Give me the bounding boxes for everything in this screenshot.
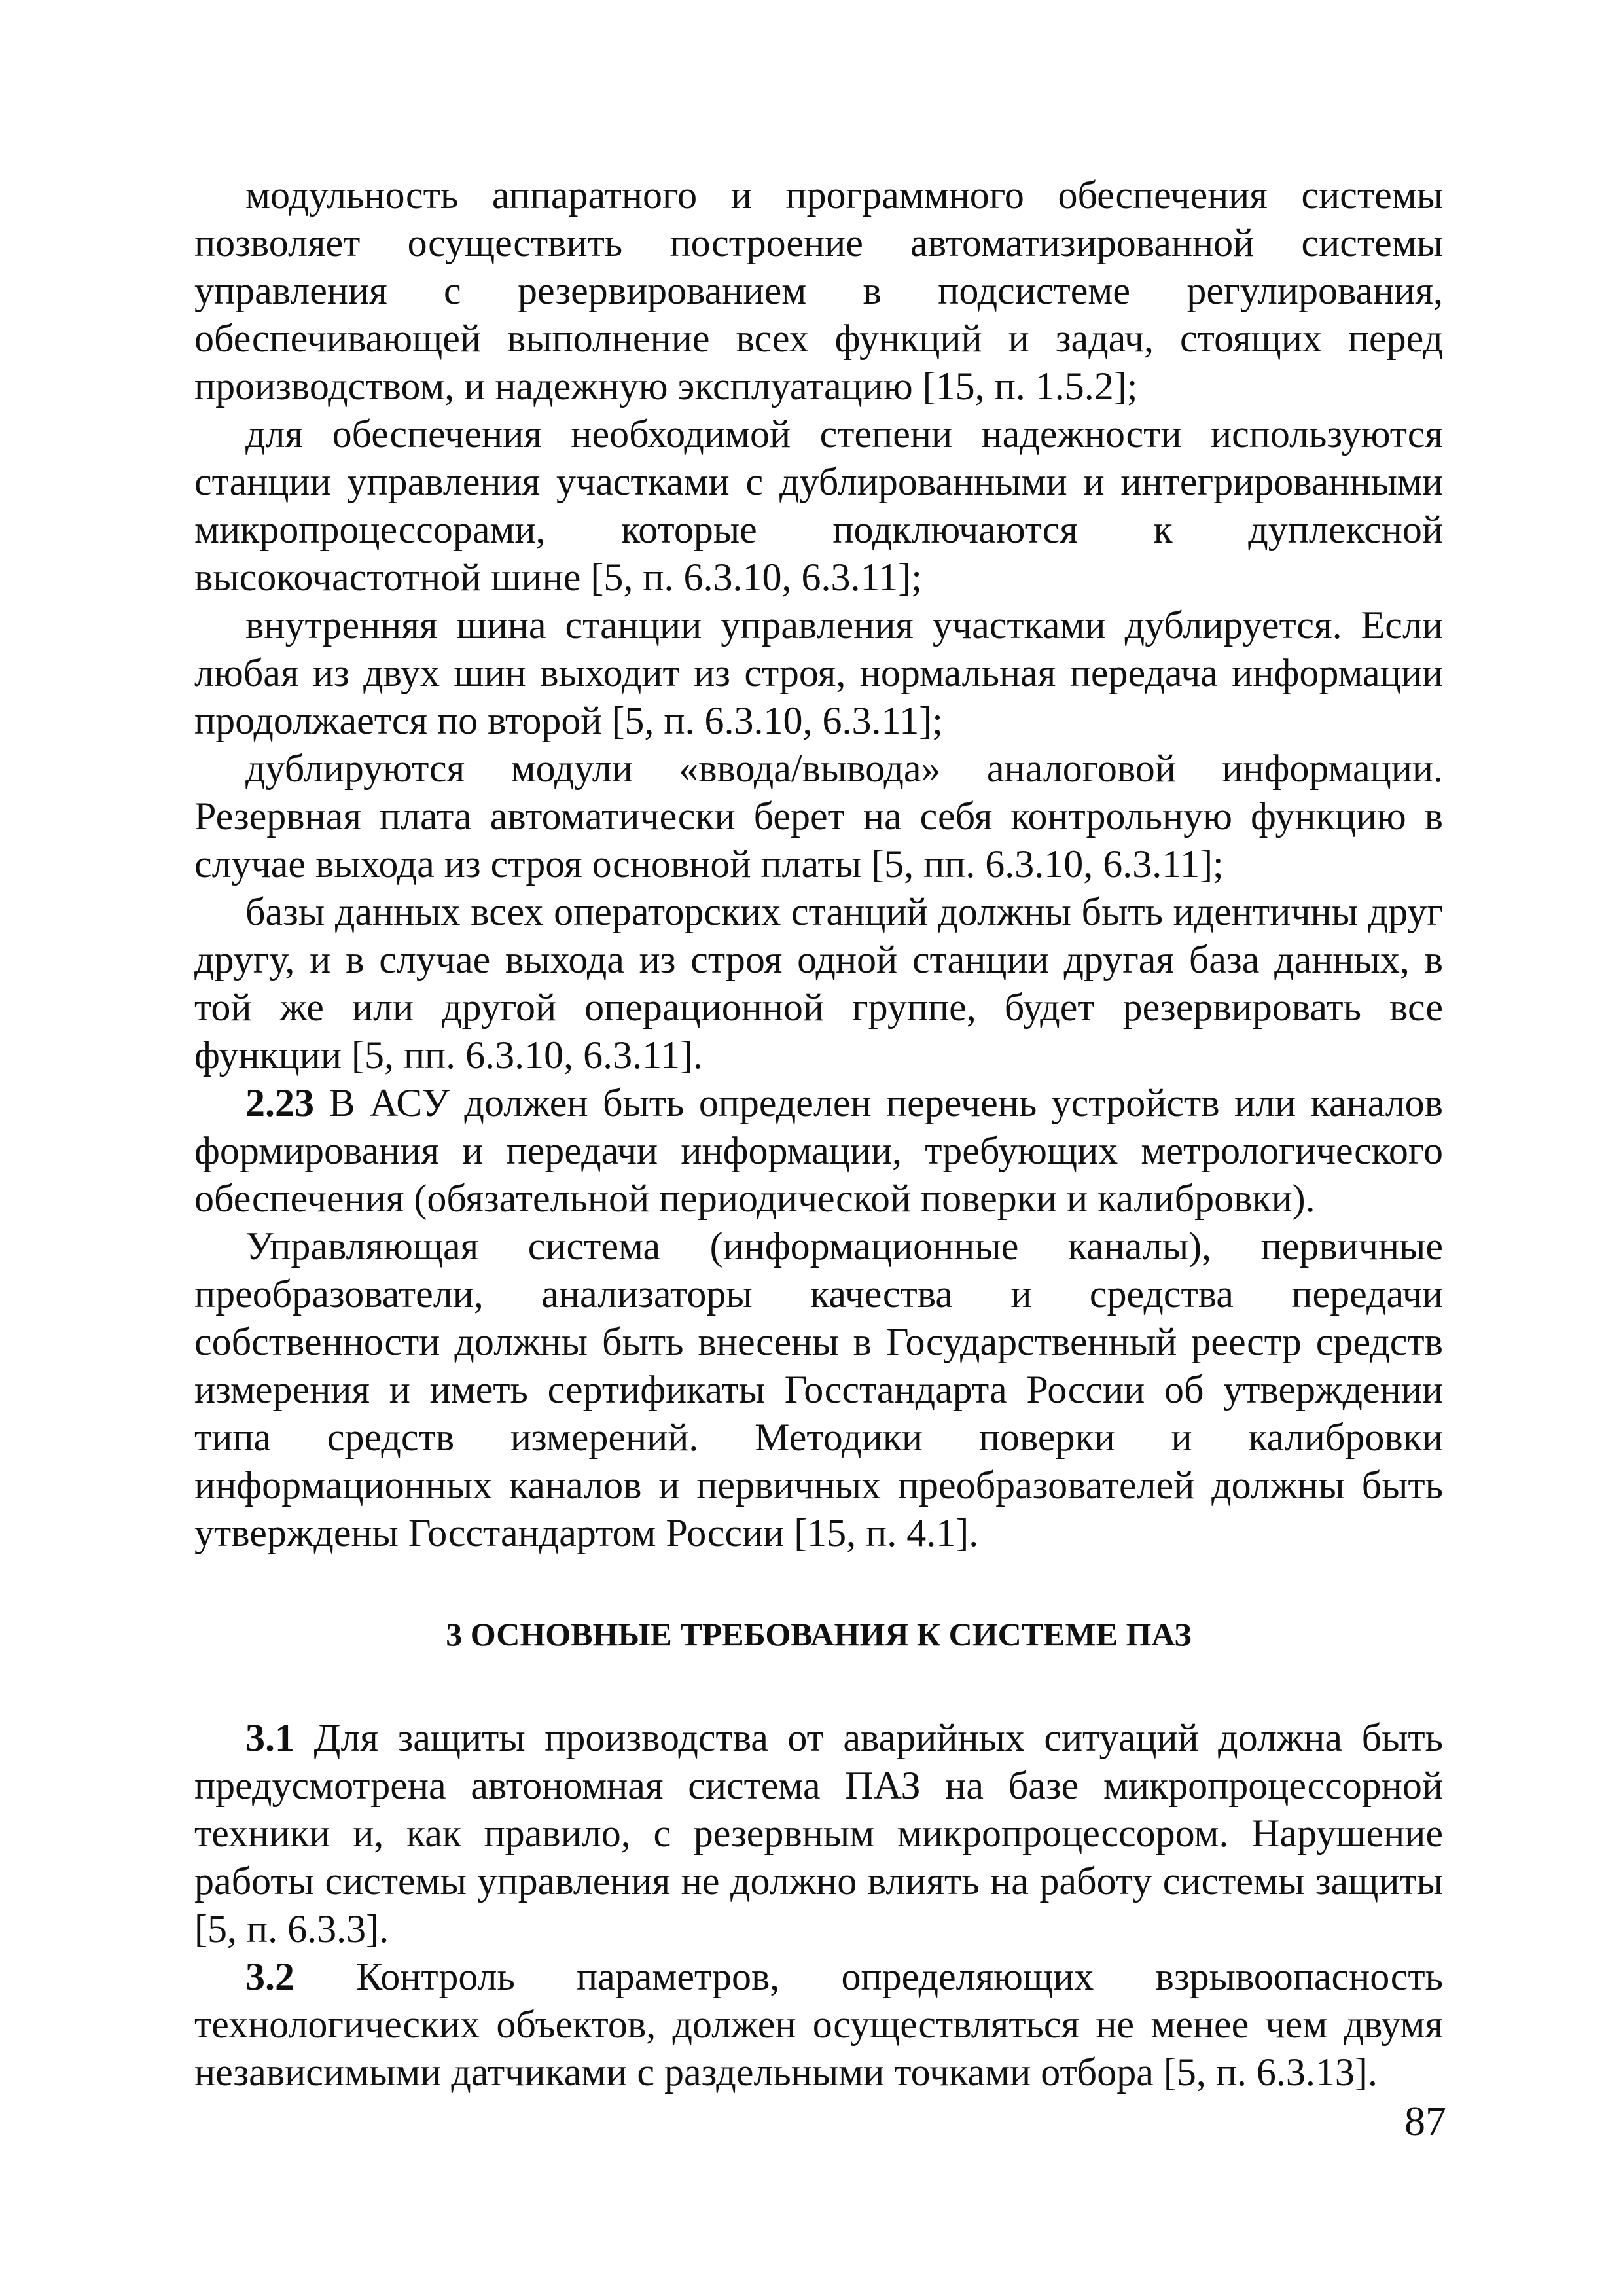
paragraph-databases xyxy=(194,888,1443,1079)
paragraph-text: модульность аппаратного и программного обеспечения системы позволяет осуществить построение автоматизированной системы управления с резервированием в подсистеме регулирования, обеспечивающей выполнение всех функций и задач, стоящих перед производством, и надежную эксплуатацию [15, п. 1.5.2]; xyxy=(194,173,1443,408)
paragraph-text: для обеспечения необходимой степени надежности используются станции управления участками с дублированными и интегрированными микропроцессорами, которые подключаются к дуплексной высокочастотной шине [5, п. 6.3.10, 6.3.11]; xyxy=(194,412,1443,599)
paragraph-3-2 xyxy=(194,1953,1443,2096)
page-number: 87 xyxy=(1404,2098,1446,2144)
paragraph-modularity xyxy=(194,171,1443,410)
section-heading: 3 ОСНОВНЫЕ ТРЕБОВАНИЯ К СИСТЕМЕ ПАЗ xyxy=(446,1616,1192,1653)
paragraph-text: дублируются модули «ввода/вывода» аналоговой информации. Резервная плата автоматически берет на себя контрольную функцию в случае выхода из строя основной платы [5, пп. 6.3.10, 6.3.11]; xyxy=(194,747,1443,886)
paragraph-text: Для защиты производства от аварийных ситуаций должна быть предусмотрена автономная система ПАЗ на базе микропроцессорной техники и, как правило, с резервным микропроцессором. Нарушение работы системы управления не должно влиять на работу системы защиты [5, п. 6.3.3]. xyxy=(194,1716,1443,1950)
paragraph-text: базы данных всех операторских станций должны быть идентичны друг другу, и в случае выхода из строя одной станции другая база данных, в той же или другой операционной группе, будет резервировать все функции [5, пп. 6.3.10, 6.3.11]. xyxy=(194,890,1443,1077)
paragraph-text: В АСУ должен быть определен перечень устройств или каналов формирования и передачи информации, требующих метрологического обеспечения (обязательной периодической поверки и калибровки). xyxy=(194,1081,1443,1220)
paragraph-text: Управляющая система (информационные каналы), первичные преобразователи, анализаторы качества и средства передачи собственности должны быть внесены в Государственный реестр средств измерения и иметь сертификаты Госстандарта России об утверждении типа средств измерений. Методики поверки и калибровки информационных каналов и первичных преобразователей должны быть утверждены Госстандартом России [15, п. 4.1]. xyxy=(194,1225,1443,1554)
paragraph-text: Контроль параметров, определяющих взрывоопасность технологических объектов, должен осуществляться не менее чем двумя независимыми датчиками с раздельными точками отбора [5, п. 6.3.13]. xyxy=(194,1955,1443,2094)
paragraph-number: 3.1 xyxy=(245,1716,294,1759)
paragraph-control-system xyxy=(194,1223,1443,1557)
paragraph-io-modules xyxy=(194,745,1443,888)
paragraph-control-stations xyxy=(194,410,1443,601)
paragraph-text: внутренняя шина станции управления участками дублируется. Если любая из двух шин выходит из строя, нормальная передача информации продолжается по второй [5, п. 6.3.10, 6.3.11]; xyxy=(194,603,1443,742)
body-text xyxy=(194,171,1443,2096)
paragraph-number: 3.2 xyxy=(245,1955,294,1998)
paragraph-number: 2.23 xyxy=(245,1081,314,1124)
paragraph-2-23 xyxy=(194,1079,1443,1223)
paragraph-3-1 xyxy=(194,1714,1443,1953)
paragraph-internal-bus xyxy=(194,601,1443,745)
